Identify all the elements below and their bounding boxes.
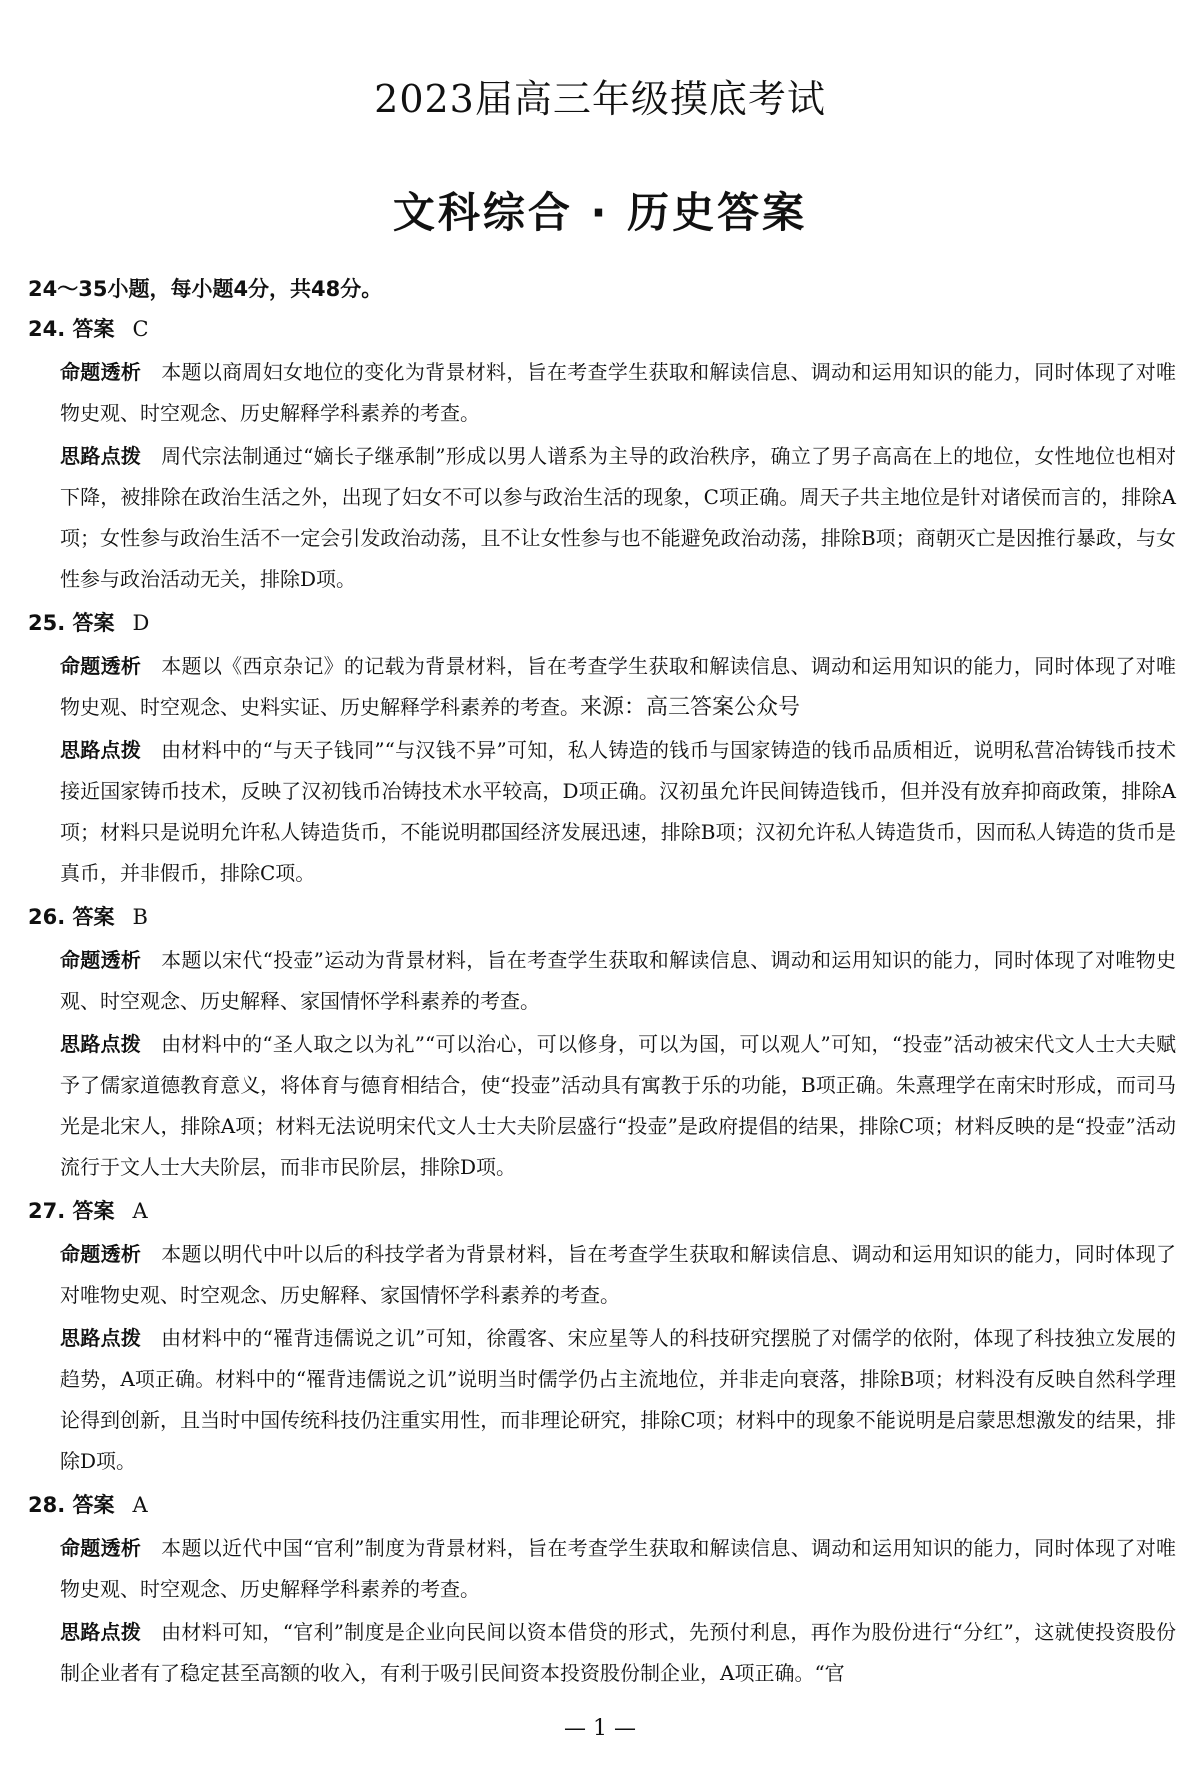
hint-label: 思路点拨 [60,1620,142,1644]
hint-label: 思路点拨 [60,444,142,468]
question-number: 28. 答案 [28,1493,115,1517]
hint-paragraph [60,1612,1176,1694]
analysis-text: 本题以《西京杂记》的记载为背景材料，旨在考查学生获取和解读信息、调动和运用知识的能力，同时体现了对唯物史观、时空观念、史料实证、历史解释学科素养的考查。 [60,654,1177,719]
analysis-paragraph [60,352,1176,434]
analysis-label: 命题透析 [60,1242,142,1266]
hint-label: 思路点拨 [60,1032,142,1056]
hint-text: 周代宗法制通过“嫡长子继承制”形成以男人谱系为主导的政治秩序，确立了男子高高在上的地位，女性地位也相对下降，被排除在政治生活之外，出现了妇女不可以参与政治生活的现象，C项正确。周天子共主地位是针对诸侯而言的，排除A项；女性参与政治生活不一定会引发政治动荡，且不让女性参与也不能避免政治动荡，排除B项；商朝灭亡是因推行暴政，与女性参与政治活动无关，排除D项。 [60,444,1176,591]
question-25 [28,606,1176,894]
hint-label: 思路点拨 [60,738,142,762]
question-number: 26. 答案 [28,905,115,929]
analysis-text: 本题以宋代“投壶”运动为背景材料，旨在考查学生获取和解读信息、调动和运用知识的能力，同时体现了对唯物史观、时空观念、历史解释、家国情怀学科素养的考查。 [60,948,1176,1013]
answer-letter: A [132,1493,148,1517]
hint-text: 由材料中的“圣人取之以为礼”“可以治心，可以修身，可以为国，可以观人”可知，“投壶”活动被宋代文人士大夫赋予了儒家道德教育意义，将体育与德育相结合，使“投壶”活动具有寓教于乐的功能，B项正确。朱熹理学在南宋时形成，而司马光是北宋人，排除A项；材料无法说明宋代文人士大夫阶层盛行“投壶”是政府提倡的结果，排除C项；材料反映的是“投壶”活动流行于文人士大夫阶层，而非市民阶层，排除D项。 [60,1032,1177,1179]
analysis-paragraph [60,1528,1176,1610]
analysis-text: 本题以近代中国“官利”制度为背景材料，旨在考查学生获取和解读信息、调动和运用知识的能力，同时体现了对唯物史观、时空观念、历史解释学科素养的考查。 [60,1536,1176,1601]
hint-text: 由材料可知，“官利”制度是企业向民间以资本借贷的形式，先预付利息，再作为股份进行“分红”，这就使投资股份制企业者有了稳定甚至高额的收入，有利于吸引民间资本投资股份制企业，A项正确。“官 [60,1620,1177,1685]
analysis-paragraph [60,646,1176,728]
question-header [28,1194,1176,1228]
hint-text: 由材料中的“与天子钱同”“与汉钱不异”可知，私人铸造的钱币与国家铸造的钱币品质相近，说明私营冶铸钱币技术接近国家铸币技术，反映了汉初钱币冶铸技术水平较高，D项正确。汉初虽允许民间铸造钱币，但并没有放弃抑商政策，排除A项；材料只是说明允许私人铸造货币，不能说明郡国经济发展迅速，排除B项；汉初允许私人铸造货币，因而私人铸造的货币是真币，并非假币，排除C项。 [60,738,1176,885]
analysis-label: 命题透析 [60,1536,142,1560]
page-number: — 1 — [564,1716,636,1741]
hint-text: 由材料中的“罹背违儒说之讥”可知，徐霞客、宋应星等人的科技研究摆脱了对儒学的依附，体现了科技独立发展的趋势，A项正确。材料中的“罹背违儒说之讥”说明当时儒学仍占主流地位，并非走向衰落，排除B项；材料没有反映自然科学理论得到创新，且当时中国传统科技仍注重实用性，而非理论研究，排除C项；材料中的现象不能说明是启蒙思想激发的结果，排除D项。 [60,1326,1176,1473]
answer-letter: D [132,611,150,635]
analysis-paragraph [60,1234,1176,1316]
analysis-label: 命题透析 [60,360,142,384]
hint-paragraph [60,436,1176,600]
source-note: 来源：高三答案公众号 [580,695,801,720]
subject-title: 文科综合 · 历史答案 [392,188,808,237]
question-header [28,1488,1176,1522]
hint-paragraph [60,1024,1176,1188]
answer-letter: A [132,1199,148,1223]
answer-letter: C [132,317,149,341]
section-intro: 24～35小题，每小题4分，共48分。 [28,277,383,301]
exam-title: 2023届高三年级摸底考试 [374,77,826,121]
answer-content [28,272,1176,1700]
analysis-label: 命题透析 [60,948,142,972]
analysis-text: 本题以商周妇女地位的变化为背景材料，旨在考查学生获取和解读信息、调动和运用知识的能力，同时体现了对唯物史观、时空观念、历史解释学科素养的考查。 [60,360,1177,425]
question-number: 25. 答案 [28,611,115,635]
question-header [28,900,1176,934]
question-26 [28,900,1176,1188]
analysis-paragraph [60,940,1176,1022]
hint-paragraph [60,730,1176,894]
question-24 [28,312,1176,600]
question-header [28,606,1176,640]
question-number: 27. 答案 [28,1199,115,1223]
analysis-text: 本题以明代中叶以后的科技学者为背景材料，旨在考查学生获取和解读信息、调动和运用知识的能力，同时体现了对唯物史观、时空观念、历史解释、家国情怀学科素养的考查。 [60,1242,1177,1307]
question-header [28,312,1176,346]
question-28 [28,1488,1176,1694]
answer-letter: B [132,905,148,929]
question-27 [28,1194,1176,1482]
analysis-label: 命题透析 [60,654,142,678]
hint-paragraph [60,1318,1176,1482]
question-number: 24. 答案 [28,317,115,341]
hint-label: 思路点拨 [60,1326,142,1350]
